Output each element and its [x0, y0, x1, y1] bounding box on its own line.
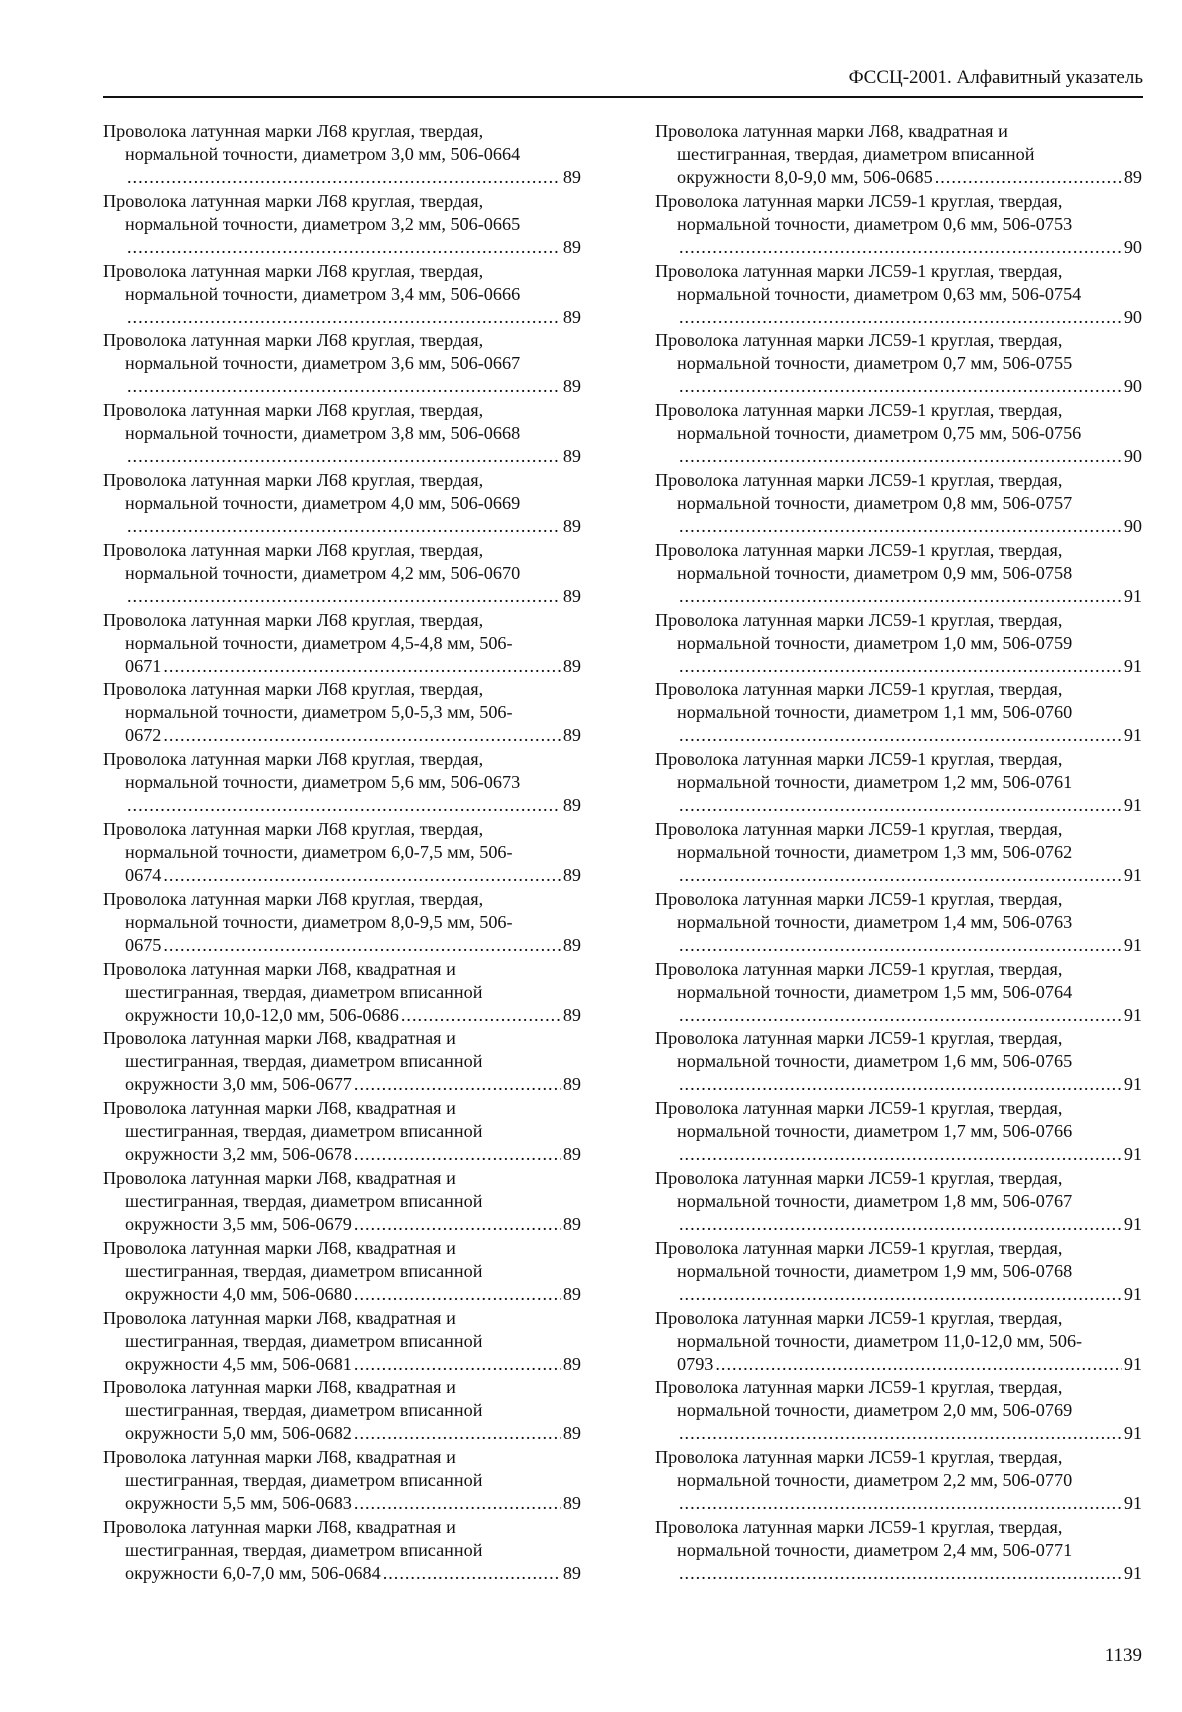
dot-leader	[163, 934, 560, 957]
entry-continuation-line: нормальной точности, диаметром 2,4 мм, 506-0771	[677, 1539, 1073, 1560]
dot-leader	[679, 1422, 1122, 1445]
entry-title-line: Проволока латунная марки Л68 круглая, твердая,	[103, 818, 484, 839]
entry-leader-line	[103, 655, 581, 678]
index-entry	[655, 120, 1142, 190]
index-entry	[103, 678, 581, 748]
entry-leader-line	[655, 585, 1142, 608]
entry-leader-line	[655, 375, 1142, 398]
entry-title-line: Проволока латунная марки ЛС59-1 круглая, твердая,	[655, 190, 1063, 211]
entry-continuation-line: нормальной точности, диаметром 3,4 мм, 506-0666	[125, 283, 521, 304]
entry-tail-text: окружности 4,5 мм, 506-0681	[125, 1353, 352, 1374]
dot-leader	[679, 306, 1122, 329]
dot-leader	[679, 236, 1122, 259]
entry-title-line: Проволока латунная марки ЛС59-1 круглая, твердая,	[655, 1447, 1063, 1468]
entry-tail-text: 0671	[125, 655, 162, 676]
dot-leader	[679, 1562, 1122, 1585]
entry-page-number: 90	[1123, 515, 1142, 536]
entry-page-number: 91	[1123, 864, 1142, 885]
entry-leader-line	[103, 306, 581, 329]
entry-continuation-line: шестигранная, твердая, диаметром вписанной	[125, 1260, 483, 1281]
index-entry	[103, 260, 581, 330]
entry-page-number: 89	[562, 1562, 581, 1583]
entry-title-line: Проволока латунная марки ЛС59-1 круглая, твердая,	[655, 330, 1063, 351]
entry-tail-text: окружности 5,0 мм, 506-0682	[125, 1423, 352, 1444]
entry-leader-line	[655, 1213, 1142, 1236]
entry-title-line: Проволока латунная марки Л68, квадратная и	[103, 1447, 456, 1468]
entry-title-line: Проволока латунная марки ЛС59-1 круглая, твердая,	[655, 609, 1063, 630]
entry-continuation-line: нормальной точности, диаметром 5,6 мм, 506-0673	[125, 772, 521, 793]
entry-page-number: 89	[562, 934, 581, 955]
entry-page-number: 91	[1123, 1353, 1142, 1374]
entry-tail-text: окружности 3,5 мм, 506-0679	[125, 1213, 352, 1234]
entry-page-number: 91	[1123, 1213, 1142, 1234]
dot-leader	[679, 1492, 1122, 1515]
entry-continuation-line: шестигранная, твердая, диаметром вписанной	[677, 144, 1035, 164]
entry-title-line: Проволока латунная марки ЛС59-1 круглая, твердая,	[655, 1307, 1063, 1328]
index-entry	[103, 818, 581, 888]
entry-leader-line	[655, 236, 1142, 259]
entry-leader-line	[103, 1353, 581, 1376]
entry-title-line: Проволока латунная марки ЛС59-1 круглая, твердая,	[655, 400, 1063, 421]
entry-continuation-line: шестигранная, твердая, диаметром вписанной	[125, 1470, 483, 1491]
entry-title-line: Проволока латунная марки Л68, квадратная и	[103, 1237, 456, 1258]
entry-page-number: 90	[1123, 376, 1142, 397]
index-entry	[655, 1307, 1142, 1377]
entry-title-line: Проволока латунная марки Л68 круглая, твердая,	[103, 888, 484, 909]
entry-page-number: 91	[1123, 655, 1142, 676]
entry-page-number: 89	[562, 1423, 581, 1444]
entry-title-line: Проволока латунная марки ЛС59-1 круглая, твердая,	[655, 1377, 1063, 1398]
entry-leader-line	[655, 655, 1142, 678]
entry-title-line: Проволока латунная марки ЛС59-1 круглая, твердая,	[655, 539, 1063, 560]
entry-page-number: 89	[562, 1493, 581, 1514]
index-entry	[655, 609, 1142, 679]
entry-continuation-line: нормальной точности, диаметром 1,0 мм, 506-0759	[677, 632, 1073, 653]
dot-leader	[163, 864, 560, 887]
index-entry	[655, 888, 1142, 958]
entry-continuation-line: нормальной точности, диаметром 1,1 мм, 506-0760	[677, 702, 1073, 723]
dot-leader	[679, 1004, 1122, 1027]
entry-continuation-line: нормальной точности, диаметром 2,2 мм, 506-0770	[677, 1470, 1073, 1491]
entry-page-number: 91	[1123, 585, 1142, 606]
entry-continuation-line: нормальной точности, диаметром 1,3 мм, 506-0762	[677, 841, 1073, 862]
dot-leader	[679, 375, 1122, 398]
dot-leader	[127, 585, 561, 608]
dot-leader	[127, 166, 561, 189]
entry-title-line: Проволока латунная марки ЛС59-1 круглая, твердая,	[655, 749, 1063, 770]
entry-continuation-line: нормальной точности, диаметром 0,9 мм, 506-0758	[677, 562, 1073, 583]
dot-leader	[679, 1073, 1122, 1096]
entry-page-number: 91	[1123, 1283, 1142, 1304]
entry-continuation-line: нормальной точности, диаметром 1,6 мм, 506-0765	[677, 1051, 1073, 1072]
dot-leader	[354, 1492, 561, 1515]
entry-title-line: Проволока латунная марки ЛС59-1 круглая, твердая,	[655, 958, 1063, 979]
dot-leader	[679, 1213, 1122, 1236]
dot-leader	[127, 375, 561, 398]
index-entry	[103, 329, 581, 399]
entry-title-line: Проволока латунная марки ЛС59-1 круглая, твердая,	[655, 1516, 1063, 1537]
entry-title-line: Проволока латунная марки ЛС59-1 круглая, твердая,	[655, 1167, 1063, 1188]
entry-leader-line	[655, 1562, 1142, 1585]
dot-leader	[354, 1143, 561, 1166]
entry-leader-line	[103, 1143, 581, 1166]
entry-leader-line	[103, 1213, 581, 1236]
entry-continuation-line: нормальной точности, диаметром 6,0-7,5 мм, 506-	[125, 841, 513, 862]
entry-title-line: Проволока латунная марки Л68 круглая, твердая,	[103, 400, 484, 421]
entry-continuation-line: нормальной точности, диаметром 2,0 мм, 506-0769	[677, 1400, 1073, 1421]
index-entry	[655, 260, 1142, 330]
entry-leader-line	[103, 864, 581, 887]
index-entry	[655, 1376, 1142, 1446]
entry-continuation-line: нормальной точности, диаметром 4,2 мм, 506-0670	[125, 562, 521, 583]
dot-leader	[354, 1422, 561, 1445]
dot-leader	[163, 724, 560, 747]
entry-title-line: Проволока латунная марки ЛС59-1 круглая, твердая,	[655, 469, 1063, 490]
entry-title-line: Проволока латунная марки ЛС59-1 круглая, твердая,	[655, 679, 1063, 700]
entry-continuation-line: шестигранная, твердая, диаметром вписанной	[125, 1330, 483, 1351]
index-entry	[103, 609, 581, 679]
entry-title-line: Проволока латунная марки Л68 круглая, твердая,	[103, 121, 484, 141]
index-entry	[103, 539, 581, 609]
entry-page-number: 91	[1123, 1493, 1142, 1514]
entry-page-number: 91	[1123, 1004, 1142, 1025]
index-entry	[655, 748, 1142, 818]
entry-page-number: 91	[1123, 1423, 1142, 1444]
dot-leader	[679, 515, 1122, 538]
entry-leader-line	[655, 1492, 1142, 1515]
index-entry	[103, 958, 581, 1028]
entry-leader-line	[655, 1143, 1142, 1166]
dot-leader	[679, 724, 1122, 747]
entry-leader-line	[103, 585, 581, 608]
entry-tail-text: окружности 4,0 мм, 506-0680	[125, 1283, 352, 1304]
entry-page-number: 89	[562, 1213, 581, 1234]
dot-leader	[127, 306, 561, 329]
index-entry	[655, 1167, 1142, 1237]
dot-leader	[679, 794, 1122, 817]
index-entry	[655, 1097, 1142, 1167]
entry-page-number: 89	[562, 1144, 581, 1165]
dot-leader	[127, 236, 561, 259]
index-entry	[655, 469, 1142, 539]
dot-leader	[679, 1143, 1122, 1166]
entry-title-line: Проволока латунная марки Л68, квадратная и	[103, 1098, 456, 1119]
entry-leader-line	[103, 1283, 581, 1306]
index-column-right	[655, 120, 1142, 1586]
entry-title-line: Проволока латунная марки Л68 круглая, твердая,	[103, 749, 484, 770]
dot-leader	[354, 1353, 561, 1376]
dot-leader	[935, 166, 1122, 189]
entry-continuation-line: нормальной точности, диаметром 1,7 мм, 506-0766	[677, 1121, 1073, 1142]
entry-leader-line	[103, 166, 581, 189]
dot-leader	[354, 1073, 561, 1096]
index-entry	[103, 888, 581, 958]
entry-continuation-line: нормальной точности, диаметром 0,63 мм, 506-0754	[677, 283, 1082, 304]
entry-tail-text: окружности 10,0-12,0 мм, 506-0686	[125, 1004, 399, 1025]
index-entry	[655, 399, 1142, 469]
dot-leader	[354, 1213, 561, 1236]
index-entry	[103, 120, 581, 190]
entry-title-line: Проволока латунная марки ЛС59-1 круглая, твердая,	[655, 1028, 1063, 1049]
index-entry	[103, 1307, 581, 1377]
entry-leader-line	[655, 1004, 1142, 1027]
dot-leader	[354, 1283, 561, 1306]
entry-page-number: 89	[562, 1004, 581, 1025]
dot-leader	[401, 1004, 561, 1027]
entry-title-line: Проволока латунная марки ЛС59-1 круглая, твердая,	[655, 1237, 1063, 1258]
entry-continuation-line: нормальной точности, диаметром 5,0-5,3 мм, 506-	[125, 702, 513, 723]
entry-title-line: Проволока латунная марки Л68 круглая, твердая,	[103, 469, 484, 490]
entry-continuation-line: нормальной точности, диаметром 0,6 мм, 506-0753	[677, 213, 1073, 234]
entry-title-line: Проволока латунная марки Л68, квадратная и	[103, 1307, 456, 1328]
entry-title-line: Проволока латунная марки Л68, квадратная и	[103, 1167, 456, 1188]
entry-leader-line	[103, 236, 581, 259]
entry-tail-text: окружности 3,2 мм, 506-0678	[125, 1144, 352, 1165]
dot-leader	[679, 864, 1122, 887]
entry-leader-line	[103, 375, 581, 398]
entry-page-number: 91	[1123, 1144, 1142, 1165]
entry-title-line: Проволока латунная марки Л68, квадратная и	[655, 121, 1008, 141]
entry-page-number: 89	[562, 515, 581, 536]
header-title: ФССЦ-2001. Алфавитный указатель	[848, 67, 1143, 88]
entry-page-number: 89	[562, 376, 581, 397]
page-number: 1139	[1104, 1645, 1142, 1666]
index-entry	[103, 1027, 581, 1097]
entry-title-line: Проволока латунная марки Л68 круглая, твердая,	[103, 679, 484, 700]
entry-page-number: 90	[1123, 306, 1142, 327]
entry-page-number: 91	[1123, 1562, 1142, 1583]
entry-leader-line	[655, 934, 1142, 957]
entry-page-number: 91	[1123, 725, 1142, 746]
entry-tail-text: 0793	[677, 1353, 714, 1374]
entry-page-number: 89	[562, 725, 581, 746]
entry-page-number: 89	[562, 655, 581, 676]
index-entry	[655, 678, 1142, 748]
index-entry	[103, 1097, 581, 1167]
entry-continuation-line: нормальной точности, диаметром 3,0 мм, 506-0664	[125, 144, 521, 164]
entry-title-line: Проволока латунная марки ЛС59-1 круглая, твердая,	[655, 260, 1063, 281]
dot-leader	[679, 1283, 1122, 1306]
entry-continuation-line: шестигранная, твердая, диаметром вписанной	[125, 1121, 483, 1142]
index-entry	[655, 1516, 1142, 1586]
index-entry	[103, 1446, 581, 1516]
entry-leader-line	[103, 1073, 581, 1096]
entry-continuation-line: нормальной точности, диаметром 4,5-4,8 мм, 506-	[125, 632, 513, 653]
entry-continuation-line: нормальной точности, диаметром 3,8 мм, 506-0668	[125, 423, 521, 444]
index-entry	[103, 748, 581, 818]
entry-page-number: 89	[562, 1283, 581, 1304]
index-entry	[103, 399, 581, 469]
entry-page-number: 89	[562, 446, 581, 467]
entry-continuation-line: нормальной точности, диаметром 3,6 мм, 506-0667	[125, 353, 521, 374]
entry-leader-line	[655, 1422, 1142, 1445]
page-header	[103, 64, 1143, 98]
entry-continuation-line: шестигранная, твердая, диаметром вписанной	[125, 1051, 483, 1072]
entry-leader-line	[103, 934, 581, 957]
entry-page-number: 91	[1123, 934, 1142, 955]
entry-page-number: 89	[562, 795, 581, 816]
entry-leader-line	[655, 166, 1142, 189]
entry-continuation-line: нормальной точности, диаметром 8,0-9,5 мм, 506-	[125, 911, 513, 932]
entry-leader-line	[655, 445, 1142, 468]
entry-continuation-line: нормальной точности, диаметром 1,5 мм, 506-0764	[677, 981, 1073, 1002]
entry-leader-line	[655, 515, 1142, 538]
entry-title-line: Проволока латунная марки Л68 круглая, твердая,	[103, 260, 484, 281]
entry-continuation-line: нормальной точности, диаметром 0,7 мм, 506-0755	[677, 353, 1073, 374]
entry-continuation-line: шестигранная, твердая, диаметром вписанной	[125, 1400, 483, 1421]
entry-title-line: Проволока латунная марки Л68 круглая, твердая,	[103, 609, 484, 630]
entry-leader-line	[103, 794, 581, 817]
entry-page-number: 89	[562, 306, 581, 327]
index-entry	[655, 958, 1142, 1028]
index-entry	[103, 1237, 581, 1307]
entry-continuation-line: нормальной точности, диаметром 11,0-12,0 мм, 506-	[677, 1330, 1083, 1351]
index-entry	[655, 190, 1142, 260]
entry-page-number: 89	[562, 236, 581, 257]
index-entry	[103, 1167, 581, 1237]
index-entry	[103, 469, 581, 539]
entry-title-line: Проволока латунная марки Л68, квадратная и	[103, 1377, 456, 1398]
dot-leader	[679, 445, 1122, 468]
entry-leader-line	[103, 724, 581, 747]
entry-page-number: 91	[1123, 1074, 1142, 1095]
dot-leader	[127, 445, 561, 468]
entry-page-number: 90	[1123, 236, 1142, 257]
dot-leader	[127, 515, 561, 538]
index-entry	[655, 329, 1142, 399]
entry-page-number: 89	[1123, 167, 1142, 187]
index-entry	[103, 1376, 581, 1446]
dot-leader	[679, 585, 1122, 608]
index-entry	[655, 1027, 1142, 1097]
entry-tail-text: окружности 6,0-7,0 мм, 506-0684	[125, 1562, 381, 1583]
index-entry	[655, 818, 1142, 888]
entry-leader-line	[103, 515, 581, 538]
dot-leader	[679, 934, 1122, 957]
entry-page-number: 90	[1123, 446, 1142, 467]
entry-leader-line	[103, 1004, 581, 1027]
entry-continuation-line: нормальной точности, диаметром 0,8 мм, 506-0757	[677, 492, 1073, 513]
entry-title-line: Проволока латунная марки ЛС59-1 круглая, твердая,	[655, 1098, 1063, 1119]
entry-title-line: Проволока латунная марки Л68, квадратная и	[103, 958, 456, 979]
entry-title-line: Проволока латунная марки ЛС59-1 круглая, твердая,	[655, 818, 1063, 839]
index-entry	[103, 190, 581, 260]
entry-continuation-line: шестигранная, твердая, диаметром вписанной	[125, 981, 483, 1002]
entry-leader-line	[103, 1492, 581, 1515]
dot-leader	[127, 794, 561, 817]
entry-continuation-line: нормальной точности, диаметром 1,4 мм, 506-0763	[677, 911, 1073, 932]
index-entry	[655, 539, 1142, 609]
entry-continuation-line: нормальной точности, диаметром 1,9 мм, 506-0768	[677, 1260, 1073, 1281]
entry-title-line: Проволока латунная марки Л68 круглая, твердая,	[103, 539, 484, 560]
entry-leader-line	[655, 306, 1142, 329]
index-entry	[655, 1446, 1142, 1516]
entry-leader-line	[655, 724, 1142, 747]
entry-page-number: 89	[562, 1074, 581, 1095]
entry-leader-line	[655, 1283, 1142, 1306]
entry-tail-text: 0675	[125, 934, 162, 955]
entry-page-number: 89	[562, 167, 581, 187]
entry-tail-text: 0674	[125, 864, 162, 885]
entry-tail-text: окружности 8,0-9,0 мм, 506-0685	[677, 167, 933, 187]
index-column-left	[103, 120, 581, 1586]
entry-title-line: Проволока латунная марки Л68 круглая, твердая,	[103, 190, 484, 211]
entry-leader-line	[655, 1073, 1142, 1096]
dot-leader	[715, 1353, 1121, 1376]
dot-leader	[383, 1562, 561, 1585]
entry-title-line: Проволока латунная марки Л68, квадратная и	[103, 1028, 456, 1049]
entry-continuation-line: шестигранная, твердая, диаметром вписанной	[125, 1539, 483, 1560]
entry-continuation-line: нормальной точности, диаметром 1,8 мм, 506-0767	[677, 1190, 1073, 1211]
entry-title-line: Проволока латунная марки ЛС59-1 круглая, твердая,	[655, 888, 1063, 909]
index-entry	[103, 1516, 581, 1586]
entry-leader-line	[655, 1353, 1142, 1376]
entry-page-number: 89	[562, 585, 581, 606]
entry-leader-line	[655, 794, 1142, 817]
dot-leader	[679, 655, 1122, 678]
entry-page-number: 91	[1123, 795, 1142, 816]
entry-title-line: Проволока латунная марки Л68, квадратная и	[103, 1516, 456, 1537]
entry-continuation-line: шестигранная, твердая, диаметром вписанной	[125, 1190, 483, 1211]
entry-page-number: 89	[562, 1353, 581, 1374]
entry-leader-line	[655, 864, 1142, 887]
entry-tail-text: окружности 3,0 мм, 506-0677	[125, 1074, 352, 1095]
entry-tail-text: окружности 5,5 мм, 506-0683	[125, 1493, 352, 1514]
entry-tail-text: 0672	[125, 725, 162, 746]
entry-leader-line	[103, 1562, 581, 1585]
entry-continuation-line: нормальной точности, диаметром 1,2 мм, 506-0761	[677, 772, 1073, 793]
entry-page-number: 89	[562, 864, 581, 885]
entry-leader-line	[103, 445, 581, 468]
entry-leader-line	[103, 1422, 581, 1445]
entry-continuation-line: нормальной точности, диаметром 4,0 мм, 506-0669	[125, 492, 521, 513]
index-entry	[655, 1237, 1142, 1307]
entry-continuation-line: нормальной точности, диаметром 0,75 мм, 506-0756	[677, 423, 1082, 444]
dot-leader	[163, 655, 560, 678]
entry-title-line: Проволока латунная марки Л68 круглая, твердая,	[103, 330, 484, 351]
entry-continuation-line: нормальной точности, диаметром 3,2 мм, 506-0665	[125, 213, 521, 234]
